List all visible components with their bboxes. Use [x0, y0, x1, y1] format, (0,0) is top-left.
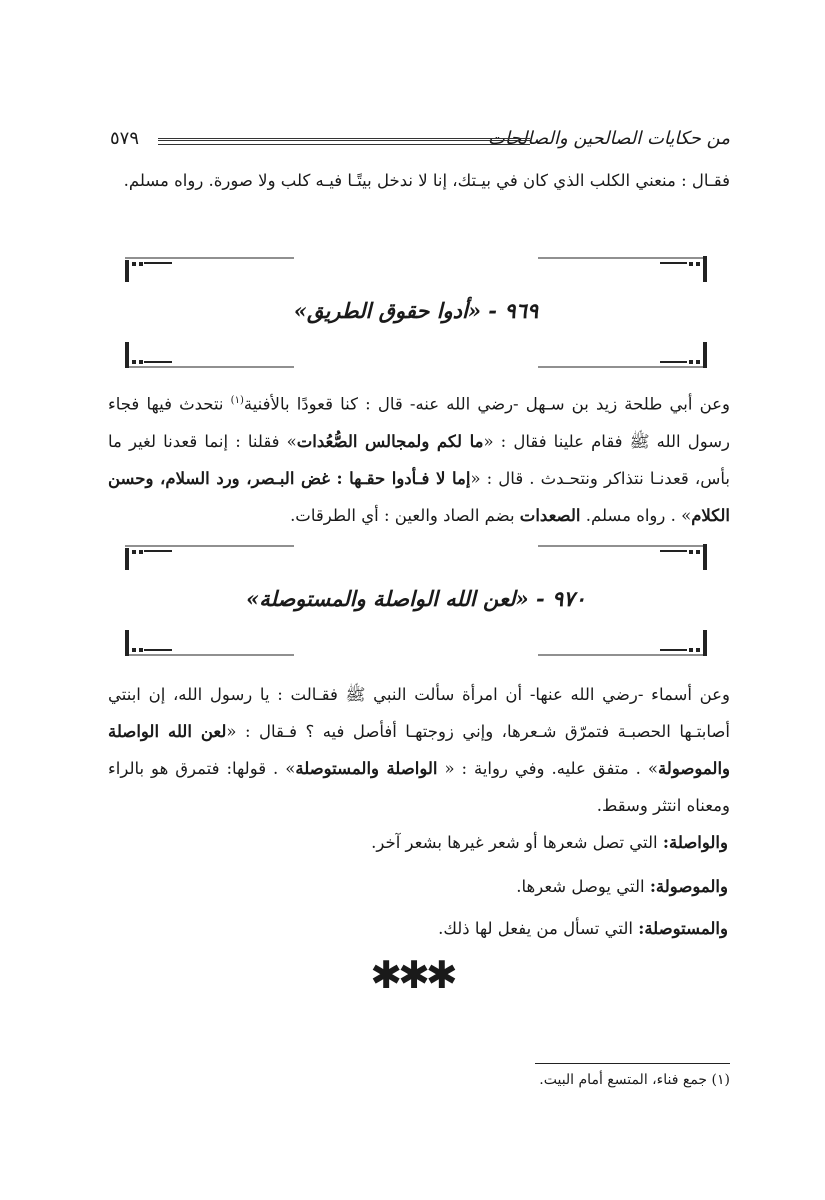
- book-title: من حكايات الصالحين والصالحات: [487, 128, 730, 149]
- hadith-quote-2: إما لا فـأدوا حقـها : غض البـصر، ورد السلام، وحسن الكلام: [108, 468, 730, 525]
- definition-text: التي تصل شعرها أو شعر غيرها بشعر آخر.: [371, 833, 663, 852]
- page-header: [110, 128, 730, 158]
- ornament-bottom-left: [122, 342, 297, 372]
- chapter-970-paragraph: [108, 676, 730, 824]
- chapter-969-frame: [122, 252, 710, 372]
- header-rule: [158, 138, 530, 145]
- footnote-marker: (١): [230, 395, 244, 406]
- chapter-969-title: ٩٦٩ - «أدوا حقوق الطريق»: [293, 298, 539, 323]
- chapter-969-text-3: » فقلنا : إنما قعدنا لغير ما بأس، قعدنـا نتذاكر ونتحـدث . قال : «: [108, 431, 730, 488]
- hadith-quote-3: لعن الله الواصلة والموصولة: [108, 722, 731, 778]
- chapter-969-text-5: بضم الصاد والعين : أي الطرقات.: [290, 505, 520, 525]
- definition-mawsula: [208, 872, 728, 902]
- definition-text: التي يوصل شعرها.: [516, 877, 650, 896]
- definition-text: التي تسأل من يفعل لها ذلك.: [438, 919, 639, 938]
- intro-paragraph: فقـال : منعني الكلب الذي كان في بيـتك، إنا لا ندخل بيتًـا فيـه كلب ولا صورة. رواه مسلم.: [123, 171, 730, 190]
- chapter-969-text-4: » . رواه مسلم.: [580, 505, 692, 525]
- term-sua-dat: الصعدات: [519, 505, 581, 525]
- ornament-bottom-right: [535, 630, 710, 660]
- definition-term: والواصلة:: [662, 833, 728, 852]
- hadith-quote-4: الواصلة والمستوصلة: [295, 759, 438, 778]
- ornament-top-left: [122, 252, 297, 282]
- chapter-969-text-1: وعن أبي طلحة زيد بن سـهل -رضي الله عنه- قال : كنا قعودًا بالأفنية: [243, 394, 730, 414]
- ornament-top-right: [535, 252, 710, 282]
- ornament-top-left: [122, 540, 297, 570]
- ornament-bottom-right: [535, 342, 710, 372]
- chapter-970-frame: [122, 540, 710, 660]
- page-number: ٥٧٩: [110, 128, 140, 149]
- definition-term: والمستوصلة:: [638, 919, 728, 938]
- hadith-quote-1: ما لكم ولمجالس الصُّعُدات: [296, 431, 484, 451]
- footnote-rule: [535, 1063, 730, 1064]
- section-separator-stars: ✱✱✱: [370, 953, 454, 997]
- definition-wasila: [208, 828, 728, 858]
- chapter-969-paragraph: [108, 382, 730, 534]
- ornament-bottom-left: [122, 630, 297, 660]
- chapter-969-text-2: نتحدث فيها فجاء رسول الله ﷺ فقام علينا فقال : «: [108, 394, 731, 451]
- chapter-970-text-1: وعن أسماء -رضي الله عنها- أن امرأة سألت النبي ﷺ فقـالت : يا رسول الله، إن ابنتي أصابتـها الحصبـة فتمرّق شـعرها، وإني زوجتهـا أفأصل فيه ؟ فـقال : «: [108, 685, 730, 741]
- chapter-970-text-3: » . قولها: فتمرق هو بالراء ومعناه انتثر وسقط.: [108, 759, 730, 815]
- definition-mustawsila: [208, 914, 728, 944]
- chapter-970-title: ٩٧٠ - «لعن الله الواصلة والمستوصلة»: [246, 586, 586, 611]
- chapter-970-text-2: » . متفق عليه. وفي رواية : «: [437, 759, 658, 778]
- ornament-top-right: [535, 540, 710, 570]
- footnote: (١) جمع فناء، المتسع أمام البيت.: [539, 1072, 730, 1088]
- definition-term: والموصولة:: [649, 877, 728, 896]
